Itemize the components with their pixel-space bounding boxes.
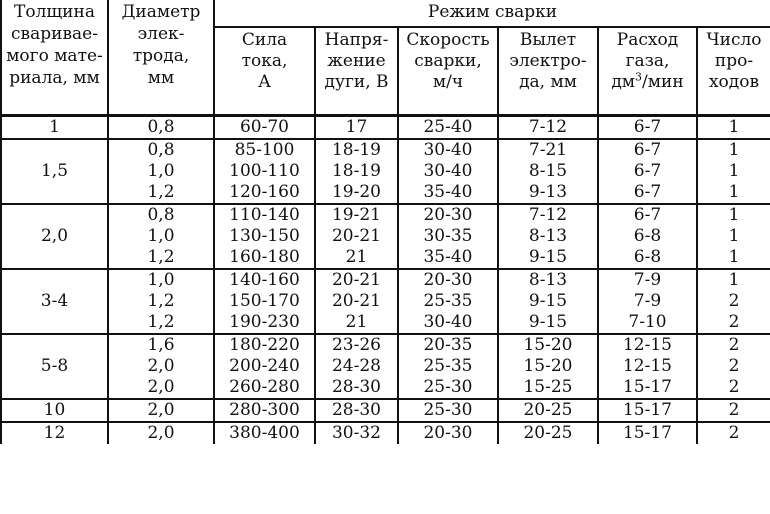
cell-gas: 7-9 bbox=[598, 269, 697, 291]
cell-stickout: 8-13 bbox=[498, 226, 598, 247]
cell-diameter: 2,0 bbox=[108, 377, 214, 399]
cell-speed: 35-40 bbox=[398, 182, 498, 204]
cell-voltage: 19-20 bbox=[315, 182, 398, 204]
cell-gas: 6-7 bbox=[598, 182, 697, 204]
cell-speed: 30-35 bbox=[398, 226, 498, 247]
cell-thickness: 1 bbox=[1, 116, 108, 140]
cell-speed: 30-40 bbox=[398, 139, 498, 161]
cell-gas: 7-9 bbox=[598, 291, 697, 312]
header-welding-mode: Режим сварки bbox=[214, 0, 770, 27]
cell-gas: 6-7 bbox=[598, 161, 697, 182]
cell-voltage: 20-21 bbox=[315, 269, 398, 291]
cell-stickout: 8-13 bbox=[498, 269, 598, 291]
cell-gas: 15-17 bbox=[598, 399, 697, 422]
cell-gas: 7-10 bbox=[598, 312, 697, 334]
cell-current: 140-160 bbox=[214, 269, 315, 291]
cell-speed: 25-30 bbox=[398, 399, 498, 422]
cell-passes: 1 bbox=[697, 161, 770, 182]
cell-current: 260-280 bbox=[214, 377, 315, 399]
cell-diameter: 2,0 bbox=[108, 356, 214, 377]
cell-passes: 2 bbox=[697, 422, 770, 444]
cell-speed: 25-35 bbox=[398, 356, 498, 377]
table-row bbox=[1, 226, 770, 247]
table-row bbox=[1, 399, 770, 422]
header-voltage: Напря- жение дуги, В bbox=[315, 27, 398, 116]
cell-current: 110-140 bbox=[214, 204, 315, 226]
cell-speed: 25-35 bbox=[398, 291, 498, 312]
cell-current: 160-180 bbox=[214, 247, 315, 269]
table-row bbox=[1, 182, 770, 204]
cell-passes: 1 bbox=[697, 247, 770, 269]
cell-diameter: 1,0 bbox=[108, 161, 214, 182]
cell-speed: 20-35 bbox=[398, 334, 498, 356]
table-row bbox=[1, 334, 770, 356]
table-row bbox=[1, 247, 770, 269]
header-diameter: Диаметр элек- трода, мм bbox=[108, 0, 214, 116]
cell-diameter: 0,8 bbox=[108, 139, 214, 161]
table-row bbox=[1, 269, 770, 291]
cell-passes: 2 bbox=[697, 356, 770, 377]
cell-passes: 2 bbox=[697, 377, 770, 399]
table-row bbox=[1, 422, 770, 444]
cell-diameter: 1,2 bbox=[108, 247, 214, 269]
cell-stickout: 7-12 bbox=[498, 116, 598, 140]
cell-voltage: 18-19 bbox=[315, 161, 398, 182]
cell-stickout: 7-21 bbox=[498, 139, 598, 161]
cell-gas: 6-7 bbox=[598, 204, 697, 226]
table-row bbox=[1, 312, 770, 334]
cell-speed: 30-40 bbox=[398, 312, 498, 334]
cell-current: 100-110 bbox=[214, 161, 315, 182]
cell-stickout: 20-25 bbox=[498, 422, 598, 444]
cell-diameter: 1,2 bbox=[108, 182, 214, 204]
cell-voltage: 19-21 bbox=[315, 204, 398, 226]
cell-passes: 1 bbox=[697, 204, 770, 226]
cell-diameter: 0,8 bbox=[108, 204, 214, 226]
table-body bbox=[1, 116, 770, 445]
cell-diameter: 1,6 bbox=[108, 334, 214, 356]
cell-current: 130-150 bbox=[214, 226, 315, 247]
cell-gas: 6-7 bbox=[598, 139, 697, 161]
cell-stickout: 9-13 bbox=[498, 182, 598, 204]
header-speed: Скорость сварки, м/ч bbox=[398, 27, 498, 116]
cell-voltage: 30-32 bbox=[315, 422, 398, 444]
cell-voltage: 21 bbox=[315, 247, 398, 269]
cell-stickout: 15-20 bbox=[498, 356, 598, 377]
cell-stickout: 7-12 bbox=[498, 204, 598, 226]
cell-stickout: 9-15 bbox=[498, 312, 598, 334]
cell-passes: 2 bbox=[697, 334, 770, 356]
table-row bbox=[1, 204, 770, 226]
cell-stickout: 15-20 bbox=[498, 334, 598, 356]
cell-passes: 1 bbox=[697, 226, 770, 247]
cell-current: 120-160 bbox=[214, 182, 315, 204]
cell-gas: 15-17 bbox=[598, 422, 697, 444]
cell-gas: 12-15 bbox=[598, 334, 697, 356]
header-stickout: Вылет электро- да, мм bbox=[498, 27, 598, 116]
cell-current: 85-100 bbox=[214, 139, 315, 161]
cell-voltage: 24-28 bbox=[315, 356, 398, 377]
cell-speed: 20-30 bbox=[398, 422, 498, 444]
cell-diameter: 1,0 bbox=[108, 226, 214, 247]
table-row bbox=[1, 291, 770, 312]
cell-speed: 20-30 bbox=[398, 204, 498, 226]
cell-gas: 6-8 bbox=[598, 247, 697, 269]
header-gas: Расход газа, $дм^3$/мин bbox=[598, 27, 697, 116]
cell-voltage: 20-21 bbox=[315, 291, 398, 312]
header-passes: Число про- ходов bbox=[697, 27, 770, 116]
header-thickness: Толщина сваривае- мого мате- риала, мм bbox=[1, 0, 108, 116]
cell-passes: 1 bbox=[697, 139, 770, 161]
cell-passes: 1 bbox=[697, 116, 770, 140]
cell-passes: 1 bbox=[697, 182, 770, 204]
header-current: Сила тока, А bbox=[214, 27, 315, 116]
cell-stickout: 15-25 bbox=[498, 377, 598, 399]
cell-current: 150-170 bbox=[214, 291, 315, 312]
cell-speed: 25-30 bbox=[398, 377, 498, 399]
cell-voltage: 28-30 bbox=[315, 377, 398, 399]
cell-thickness: 10 bbox=[1, 399, 108, 422]
cell-stickout: 20-25 bbox=[498, 399, 598, 422]
cell-stickout: 9-15 bbox=[498, 291, 598, 312]
table-header bbox=[1, 0, 770, 116]
cell-thickness: 5-8 bbox=[1, 334, 108, 399]
cell-gas: 15-17 bbox=[598, 377, 697, 399]
cell-diameter: 1,2 bbox=[108, 312, 214, 334]
table-row bbox=[1, 377, 770, 399]
cell-gas: 6-8 bbox=[598, 226, 697, 247]
cell-diameter: 1,2 bbox=[108, 291, 214, 312]
cell-gas: 6-7 bbox=[598, 116, 697, 140]
cell-gas: 12-15 bbox=[598, 356, 697, 377]
cell-current: 200-240 bbox=[214, 356, 315, 377]
cell-thickness: 3-4 bbox=[1, 269, 108, 334]
cell-diameter: 2,0 bbox=[108, 399, 214, 422]
table-row bbox=[1, 161, 770, 182]
cell-stickout: 9-15 bbox=[498, 247, 598, 269]
cell-voltage: 23-26 bbox=[315, 334, 398, 356]
cell-diameter: 0,8 bbox=[108, 116, 214, 140]
cell-voltage: 20-21 bbox=[315, 226, 398, 247]
cell-current: 380-400 bbox=[214, 422, 315, 444]
cell-speed: 35-40 bbox=[398, 247, 498, 269]
cell-thickness: 1,5 bbox=[1, 139, 108, 204]
cell-current: 60-70 bbox=[214, 116, 315, 140]
cell-current: 280-300 bbox=[214, 399, 315, 422]
cell-voltage: 21 bbox=[315, 312, 398, 334]
cell-passes: 2 bbox=[697, 291, 770, 312]
cell-voltage: 17 bbox=[315, 116, 398, 140]
cell-passes: 1 bbox=[697, 269, 770, 291]
cell-speed: 20-30 bbox=[398, 269, 498, 291]
cell-passes: 2 bbox=[697, 399, 770, 422]
cell-diameter: 1,0 bbox=[108, 269, 214, 291]
cell-voltage: 18-19 bbox=[315, 139, 398, 161]
cell-current: 190-230 bbox=[214, 312, 315, 334]
table-row bbox=[1, 356, 770, 377]
table-row bbox=[1, 139, 770, 161]
cell-thickness: 12 bbox=[1, 422, 108, 444]
cell-speed: 30-40 bbox=[398, 161, 498, 182]
cell-thickness: 2,0 bbox=[1, 204, 108, 269]
cell-passes: 2 bbox=[697, 312, 770, 334]
cell-stickout: 8-15 bbox=[498, 161, 598, 182]
table-row bbox=[1, 116, 770, 140]
cell-current: 180-220 bbox=[214, 334, 315, 356]
cell-speed: 25-40 bbox=[398, 116, 498, 140]
cell-diameter: 2,0 bbox=[108, 422, 214, 444]
cell-voltage: 28-30 bbox=[315, 399, 398, 422]
